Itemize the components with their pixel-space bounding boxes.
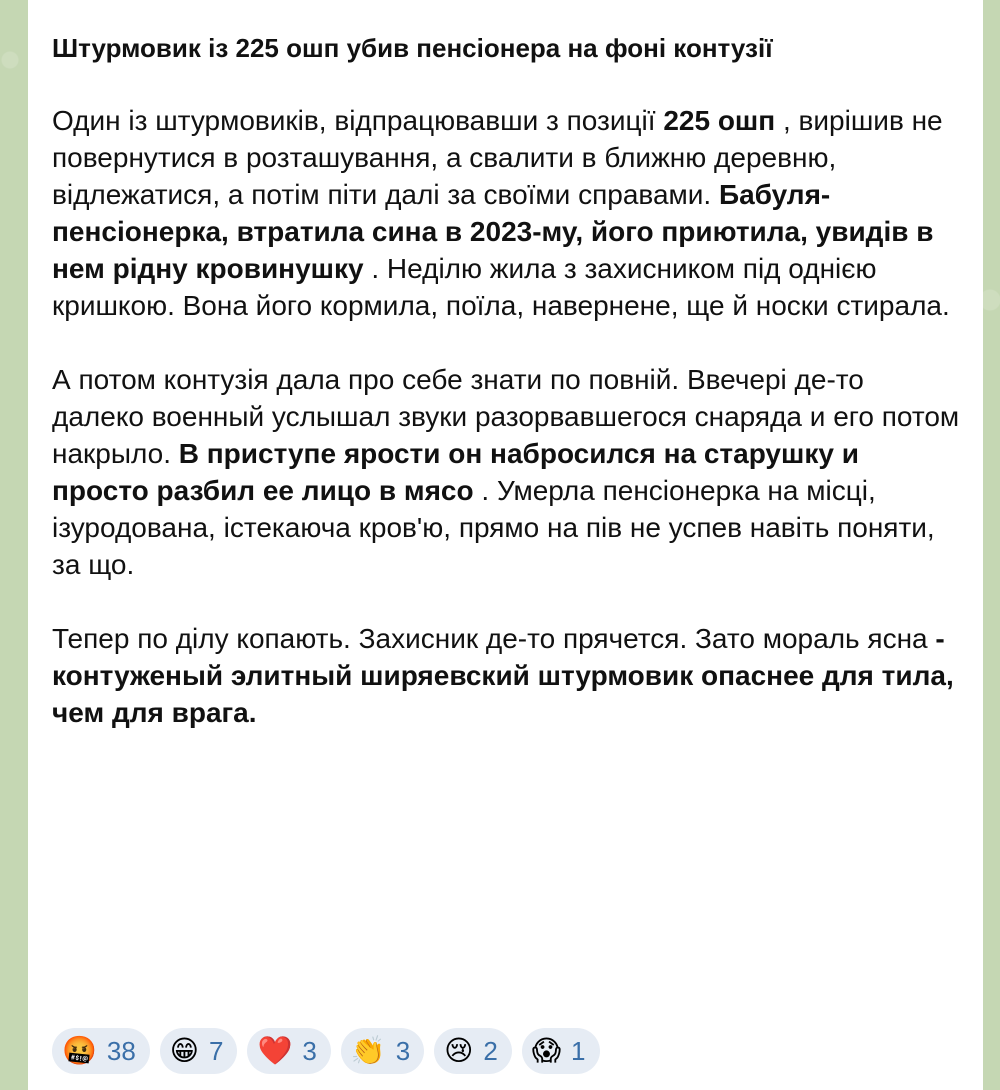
angry-face-icon: 🤬 <box>62 1034 97 1067</box>
text-span: , вирішив не повернутися в розташування, а свалити в ближню деревню, відлежатися, а потім піти далі за своїми справами. <box>52 105 943 210</box>
text-span: Один із штурмовиків, відпрацювавши з позиції <box>52 105 664 136</box>
bold-span: В приступе ярости он набросился на старушку и просто разбил ее лицо в мясо <box>52 438 859 506</box>
message-bubble <box>28 0 983 1090</box>
screaming-face-icon: 😱 <box>531 1034 562 1067</box>
bold-span: 225 ошп <box>663 105 776 136</box>
reaction-clap[interactable] <box>341 1028 424 1074</box>
reactions-bar <box>52 1028 600 1074</box>
message-paragraph-1 <box>52 102 961 324</box>
message-paragraph-2 <box>52 361 961 583</box>
crying-face-icon: 😢 <box>444 1034 474 1067</box>
reaction-cry[interactable] <box>434 1028 512 1074</box>
reaction-count: 3 <box>395 1035 411 1066</box>
clapping-hands-icon: 👏 <box>350 1034 386 1067</box>
text-span: . Неділю жила з захисником під однією кришкою. Вона його кормила, поїла, навернене, ще й носки стирала. <box>52 253 950 321</box>
reaction-grin[interactable] <box>160 1028 238 1074</box>
message-title: Штурмовик із 225 ошп убив пенсіонера на фоні контузії <box>52 33 773 63</box>
grinning-face-icon: 😁 <box>169 1034 199 1067</box>
bold-span: - контуженый элитный ширяевский штурмовик опаснее для тила, чем для врага. <box>52 623 954 728</box>
reaction-scream[interactable] <box>522 1028 600 1074</box>
reaction-angry[interactable] <box>52 1028 150 1074</box>
reaction-count: 3 <box>302 1035 317 1066</box>
reaction-count: 1 <box>571 1035 586 1066</box>
reaction-count: 7 <box>209 1035 224 1066</box>
reaction-heart[interactable] <box>247 1028 330 1074</box>
heart-icon: ❤️ <box>257 1034 293 1067</box>
reaction-count: 38 <box>106 1035 136 1066</box>
reaction-count: 2 <box>483 1035 498 1066</box>
bold-span: Бабуля-пенсіонерка, втратила сина в 2023-му, його приютила, увидів в нем рідну кровинушку <box>52 179 934 284</box>
message-paragraph-3 <box>52 620 961 731</box>
text-span: Тепер по ділу копають. Захисник де-то прячется. Зато мораль ясна <box>52 623 936 654</box>
text-span: . Умерла пенсіонерка на місці, ізуродована, істекаюча кров'ю, прямо на пів не успев навіть поняти, за що. <box>52 475 935 580</box>
text-span: А потом контузія дала про себе знати по повній. Ввечері де-то далеко военный услышал звуки разорвавшегося снаряда и его потом накрыло. <box>52 364 960 469</box>
